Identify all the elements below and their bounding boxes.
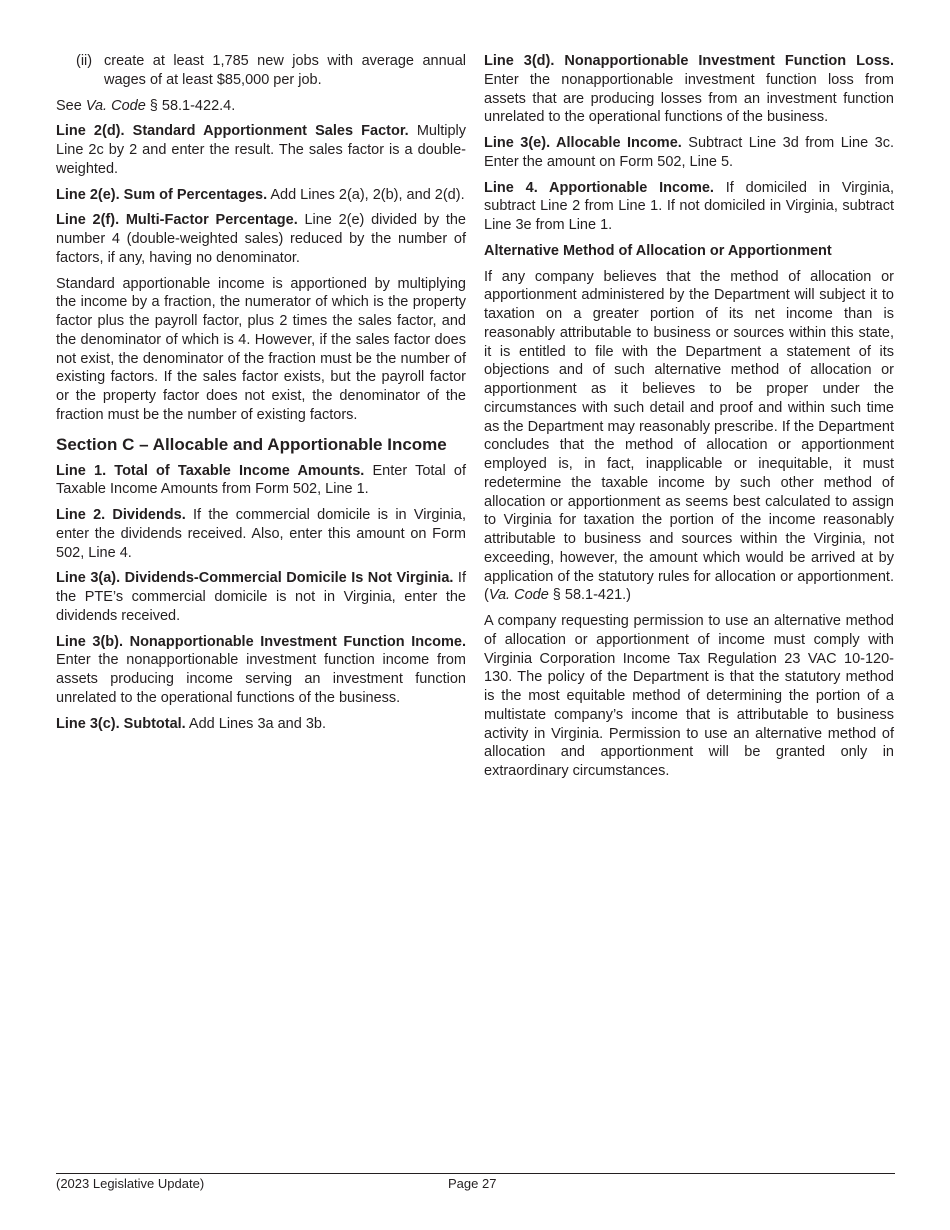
section-c-heading: Section C – Allocable and Apportionable Income bbox=[56, 434, 447, 454]
left-column bbox=[56, 52, 466, 740]
line-4-label: Line 4. Apportionable Income. bbox=[484, 179, 714, 196]
line-2e-paragraph bbox=[56, 186, 466, 205]
line-2d-paragraph bbox=[56, 122, 466, 178]
c-line-3c-text: Add Lines 3a and 3b. bbox=[185, 715, 326, 732]
c-line-2-paragraph bbox=[56, 506, 466, 562]
line-2e-label: Line 2(e). Sum of Percentages. bbox=[56, 186, 268, 203]
c-line-3a-text: If the PTE’s commercial domicile is not in Virginia, enter the dividends received. bbox=[56, 570, 466, 624]
alternative-method-paragraph-1 bbox=[484, 268, 894, 606]
c-line-1-label: Line 1. Total of Taxable Income Amounts. bbox=[56, 462, 365, 479]
c-line-1-paragraph bbox=[56, 462, 466, 500]
alt-para-1-code: Va. Code bbox=[488, 587, 549, 604]
line-3d-paragraph bbox=[484, 52, 894, 127]
c-line-2-text: If the commercial domicile is in Virginia, enter the dividends received. Also, enter this amount on Form 502, Line 4. bbox=[56, 507, 466, 561]
page-number: Page 27 bbox=[448, 1176, 497, 1191]
alt-para-1-section: § 58.1-421.) bbox=[548, 587, 631, 604]
footer-edition: (2023 Legislative Update) bbox=[56, 1176, 205, 1191]
line-3e-label: Line 3(e). Allocable Income. bbox=[484, 135, 682, 151]
alt-para-1-text: If any company believes that the method of allocation or apportionment administered by the Department will subject it to taxation on a greater portion of its net income than is reasonably attributable to business or sources within this state, it is entitled to file with the Department a statement of its objections and of such alternative method of allocation or apportionment as it believes to be proper under the circumstances with such detail and proof and within such time as the Department may reasonably prescribe. If the Department concludes that the method of allocation or apportionment employed is, in fact, inapplicable or inequitable, it must redetermine the taxable income by such other method of allocation or apportionment as seems best calculated to assign to Virginia for taxation the portion of the income reasonably attributable to business and sources within the Virginia, not exceeding, however, the amount which would be arrived at by application of the statutory rules for allocation or apportionment. ( bbox=[484, 268, 894, 604]
c-line-3a-label: Line 3(a). Dividends-Commercial Domicile Is Not Virginia. bbox=[56, 570, 454, 587]
code-name: Va. Code bbox=[85, 97, 146, 114]
line-2d-text: Multiply Line 2c by 2 and enter the result. The sales factor is a double-weighted. bbox=[56, 123, 466, 177]
line-2f-text: Line 2(e) divided by the number 4 (double-weighted sales) reduced by the number of factors, if any, having no denominator. bbox=[56, 212, 466, 266]
code-reference bbox=[56, 97, 466, 116]
c-line-3c-label: Line 3(c). Subtotal. bbox=[56, 715, 186, 732]
line-2d-label: Line 2(d). Standard Apportionment Sales Factor. bbox=[56, 123, 409, 140]
list-item-number: (ii) bbox=[76, 53, 93, 69]
line-2e-text: Add Lines 2(a), 2(b), and 2(d). bbox=[267, 186, 465, 203]
c-line-3b-paragraph bbox=[56, 633, 466, 708]
list-item-ii bbox=[56, 52, 466, 90]
see-prefix: See bbox=[56, 97, 86, 114]
alternative-method-paragraph-2: A company requesting permission to use an alternative method of allocation or apportionment of income must comply with Virginia Corporation Income Tax Regulation 23 VAC 10-120-130. The policy of the Department is that the statutory method is the most equitable method of determining the portion of a multistate company’s income that is attributable to business activity in Virginia. Permission to use an alternative method of allocation and apportionment will be granted only in extraordinary circumstances. bbox=[484, 613, 894, 779]
line-3d-label: Line 3(d). Nonapportionable Investment Function Loss. bbox=[484, 53, 894, 69]
c-line-3b-label: Line 3(b). Nonapportionable Investment Function Income. bbox=[56, 633, 466, 650]
code-section: § 58.1-422.4. bbox=[145, 97, 236, 114]
line-4-text: If domiciled in Virginia, subtract Line 2 from Line 1. If not domiciled in Virginia, subtract Line 3e from Line 1. bbox=[484, 179, 894, 233]
footer-divider bbox=[56, 1173, 895, 1174]
line-2f-paragraph bbox=[56, 211, 466, 267]
standard-apportionment-paragraph: Standard apportionable income is apportioned by multiplying the income by a fraction, the numerator of which is the property factor plus the payroll factor, plus 2 times the sales factor, and the denominator of which is 4. However, if the sales factor does not exist, the denominator of the fraction must be the number of existing factors. If the sales factor exists, but the payroll factor or the property factor does not exist, the denominator of the fraction must be the number of existing factors. bbox=[56, 275, 466, 423]
line-3e-text: Subtract Line 3d from Line 3c. Enter the amount on Form 502, Line 5. bbox=[484, 135, 894, 170]
alternative-method-heading: Alternative Method of Allocation or Apportionment bbox=[484, 242, 832, 259]
c-line-3a-paragraph bbox=[56, 569, 466, 625]
c-line-3c-paragraph bbox=[56, 715, 466, 734]
line-2f-label: Line 2(f). Multi-Factor Percentage. bbox=[56, 212, 298, 229]
line-4-paragraph bbox=[484, 179, 894, 235]
right-column bbox=[484, 52, 894, 788]
c-line-3b-text: Enter the nonapportionable investment function income from assets producing income serving an investment function unrelated to the operational functions of the business. bbox=[56, 652, 466, 706]
c-line-2-label: Line 2. Dividends. bbox=[56, 507, 186, 523]
list-item-text: create at least 1,785 new jobs with average annual wages of at least $85,000 per job. bbox=[104, 53, 466, 88]
line-3d-text: Enter the nonapportionable investment function loss from assets that are producing losses from an investment function unrelated to the operational functions of the business. bbox=[484, 71, 894, 126]
line-3e-paragraph bbox=[484, 134, 894, 172]
c-line-1-text: Enter Total of Taxable Income Amounts from Form 502, Line 1. bbox=[56, 462, 467, 498]
